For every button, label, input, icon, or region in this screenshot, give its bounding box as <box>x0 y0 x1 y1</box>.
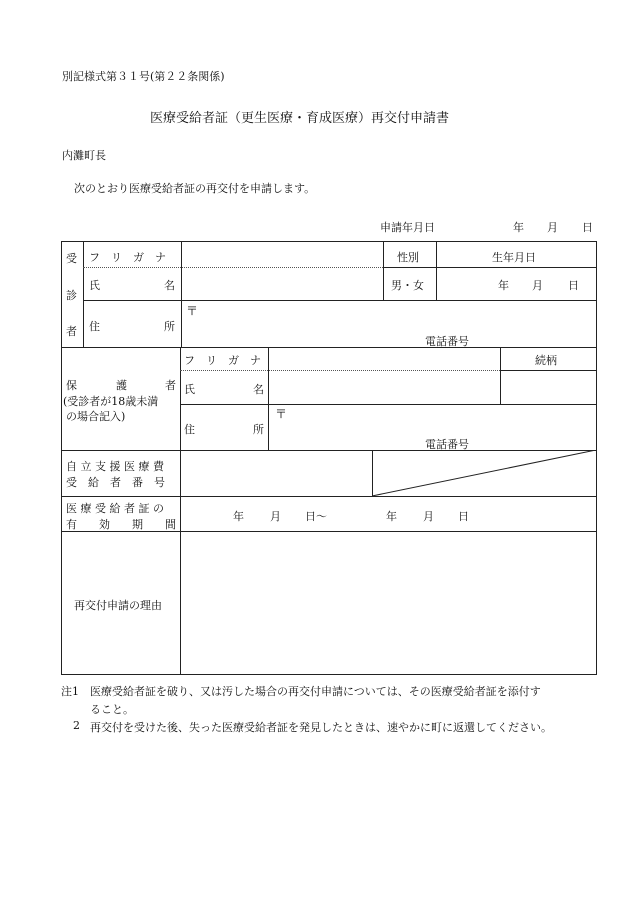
note1-line1: 医療受給者証を破り、又は汚した場合の再交付申請については、その医療受給者証を添付す <box>90 685 541 698</box>
dob-field[interactable] <box>440 270 594 299</box>
dob-month: 月 <box>532 279 543 292</box>
patient-name-label-b: 名 <box>164 279 175 292</box>
validity-end-day: 日 <box>458 510 469 523</box>
dob-year: 年 <box>498 279 509 292</box>
patient-address-label-a: 住 <box>89 320 100 333</box>
note1-prefix: 注1 <box>61 685 79 698</box>
reason-field[interactable] <box>183 534 597 674</box>
validity-label-1: 医 療 受 給 者 証 の <box>66 502 164 515</box>
guardian-postal-mark: 〒 <box>275 407 288 421</box>
patient-label-3: 者 <box>66 325 77 338</box>
date-year: 年 <box>513 221 524 234</box>
form-number: 別記様式第３１号(第２２条関係) <box>62 70 225 83</box>
date-label: 申請年月日 <box>380 221 435 234</box>
support-number-field[interactable] <box>183 453 370 494</box>
intro-text: 次のとおり医療受給者証の再交付を申請します。 <box>74 182 316 195</box>
guardian-address-label-a: 住 <box>184 423 195 436</box>
validity-start-month: 月 <box>270 510 281 523</box>
patient-label-2: 診 <box>66 289 77 302</box>
validity-start-year: 年 <box>233 510 244 523</box>
support-label-2: 受 給 者 番 号 <box>66 476 165 489</box>
patient-phone-label: 電話番号 <box>425 335 469 348</box>
validity-label-2: 有 効 期 間 <box>66 518 176 531</box>
patient-label-1: 受 <box>66 252 77 265</box>
validity-end-month: 月 <box>423 510 434 523</box>
addressee: 内灘町長 <box>62 149 106 162</box>
dob-label: 生年月日 <box>492 251 536 264</box>
patient-postal-mark: 〒 <box>186 304 199 318</box>
guardian-name-field[interactable] <box>271 373 499 402</box>
patient-address-field[interactable] <box>184 303 594 345</box>
relation-field[interactable] <box>503 373 595 402</box>
guardian-label-c: 者 <box>165 379 176 392</box>
guardian-name-label-a: 氏 <box>184 383 195 396</box>
guardian-note-1: (受診者が18歳未満 <box>63 395 159 408</box>
patient-furigana-label: フ リ ガ ナ <box>89 251 166 264</box>
reason-label: 再交付申請の理由 <box>74 599 162 612</box>
guardian-label-a: 保 <box>66 379 77 392</box>
sex-options[interactable]: 男・女 <box>391 279 424 292</box>
guardian-name-label-b: 名 <box>253 383 264 396</box>
guardian-furigana-label: フ リ ガ ナ <box>184 354 261 367</box>
sex-label: 性別 <box>397 251 419 264</box>
guardian-address-label-b: 所 <box>253 423 264 436</box>
validity-start-day: 日〜 <box>305 510 327 523</box>
patient-furigana-field[interactable] <box>184 244 382 266</box>
note2-text: 再交付を受けた後、失った医療受給者証を発見したときは、速やかに町に返還してください。 <box>90 721 552 734</box>
patient-name-label-a: 氏 <box>89 279 100 292</box>
note1-line2: ること。 <box>90 703 134 716</box>
guardian-phone-label: 電話番号 <box>425 438 469 451</box>
date-month: 月 <box>547 221 558 234</box>
relation-label: 続柄 <box>535 354 557 367</box>
support-label-1: 自 立 支 援 医 療 費 <box>66 460 164 473</box>
dob-day: 日 <box>568 279 579 292</box>
validity-end-year: 年 <box>386 510 397 523</box>
guardian-address-field[interactable] <box>271 407 594 448</box>
guardian-furigana-field[interactable] <box>271 349 499 369</box>
guardian-note-2: の場合記入) <box>66 410 126 423</box>
patient-address-label-b: 所 <box>164 320 175 333</box>
page-title: 医療受給者証（更生医療・育成医療）再交付申請書 <box>150 111 450 126</box>
patient-name-field[interactable] <box>184 270 382 299</box>
guardian-label-b: 護 <box>116 379 127 392</box>
note2-prefix: 2 <box>73 719 80 732</box>
diagonal-slash <box>372 450 596 496</box>
date-day: 日 <box>582 221 593 234</box>
